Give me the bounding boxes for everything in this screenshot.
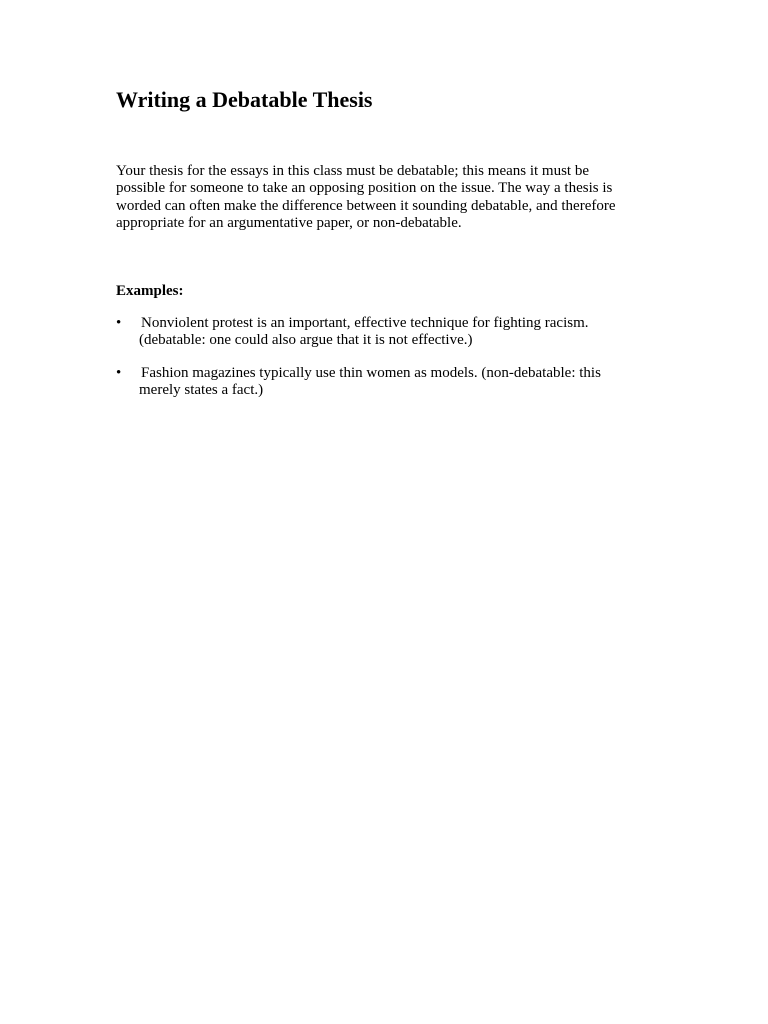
- example-line: Fashion magazines typically use thin women as models. (non-debatable: this: [141, 365, 601, 381]
- example-text: [139, 365, 639, 400]
- page-title: Writing a Debatable Thesis: [116, 87, 373, 112]
- example-line: Nonviolent protest is an important, effective technique for fighting racism.: [141, 315, 589, 331]
- intro-line: Your thesis for the essays in this class must be debatable; this means it must be: [116, 163, 590, 179]
- example-line: (debatable: one could also argue that it is not effective.): [139, 332, 473, 349]
- bullet-icon: •: [116, 365, 122, 381]
- bullet-icon: •: [116, 315, 122, 331]
- intro-line: appropriate for an argumentative paper, or non-debatable.: [116, 214, 462, 231]
- intro-line: worded can often make the difference between it sounding debatable, and therefore: [116, 197, 616, 214]
- intro-line: possible for someone to take an opposing position on the issue. The way a thesis is: [116, 180, 613, 197]
- examples-heading: Examples:: [116, 283, 184, 299]
- example-text: [139, 315, 639, 350]
- example-line: merely states a fact.): [139, 382, 264, 399]
- intro-paragraph: [116, 163, 656, 232]
